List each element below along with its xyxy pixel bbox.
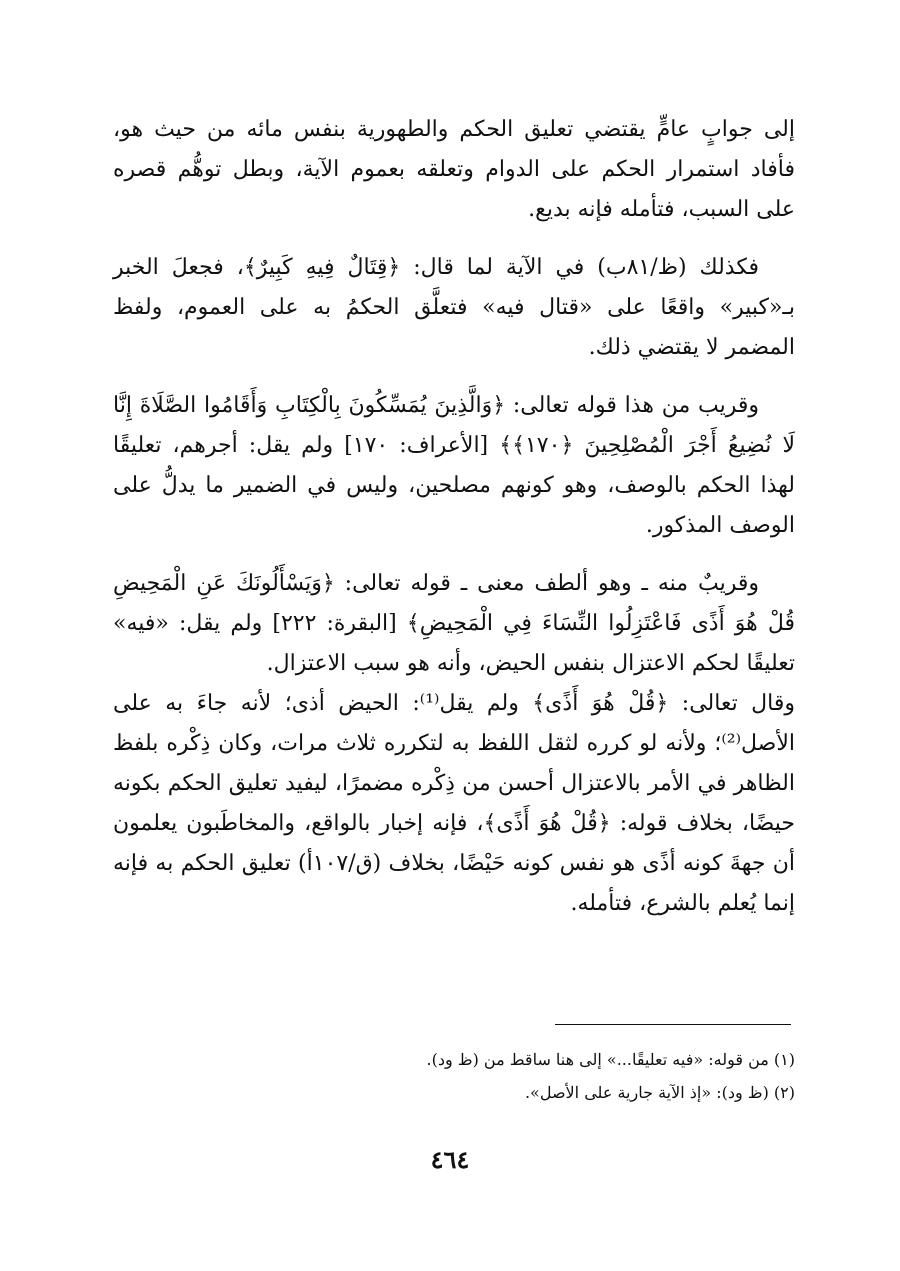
paragraph-4: وقريبٌ منه ـ وهو ألطف معنى ـ قوله تعالى: ﴿وَيَسْأَلُونَكَ عَنِ الْمَحِيضِ قُلْ هُوَ أَذًى فَاعْتَزِلُوا النِّسَاءَ فِي الْمَحِيضِ﴾ [البقرة: ٢٢٢] ولم يقل: «فيه» تعليقًا لحكم الاعتزال بنفس الحيض، وأنه هو سبب الاعتزال. <box>113 571 796 676</box>
paragraph-1: إلى جوابٍ عامٍّ يقتضي تعليق الحكم والطهورية بنفس مائه من حيث هو، فأفاد استمرار الحكم على الدوام وتعلقه بعموم الآية، وبطل توهُّم قصره على السبب، فتأمله فإنه بديع. <box>113 117 795 222</box>
footnote-2: (٢) (ظ ود): «إذ الآية جارية على الأصل». <box>524 1083 795 1102</box>
paragraph-3: وقريب من هذا قوله تعالى: ﴿وَالَّذِينَ يُمَسِّكُونَ بِالْكِتَابِ وَأَقَامُوا الصَّلَاةَ إِنَّا لَا نُضِيعُ أَجْرَ الْمُصْلِحِينَ ﴿١٧٠﴾﴾ [الأعراف: ١٧٠] ولم يقل: أجرهم، تعليقًا لهذا الحكم بالوصف، وهو كونهم مصلحين، وليس في الضمير ما يدلُّ على الوصف المذكور. <box>113 393 795 538</box>
paragraph-2: فكذلك (ظ/٨١ب) في الآية لما قال: ﴿قِتَالٌ فِيهِ كَبِيرٌ﴾، فجعلَ الخبر بـ«كبير» واقعًا على «قتال فيه» فتعلَّق الحكمُ به على العموم، ولفظ المضمر لا يقتضي ذلك. <box>113 255 795 360</box>
footnote-1: (١) من قوله: «فيه تعليقًا...» إلى هنا ساقط من (ظ ود). <box>426 1050 795 1069</box>
page-body <box>113 110 795 942</box>
paragraph-block <box>113 564 795 924</box>
page-number: ٤٦٤ <box>430 1145 470 1174</box>
paragraph-5: وقال تعالى: ﴿قُلْ هُوَ أَذًى﴾ ولم يقل⁽¹⁾: الحيض أذى؛ لأنه جاءَ به على الأصل⁽²⁾؛ ولأنه لو كرره لثقل اللفظ به لتكرره ثلاث مرات، وكان ذِكْره بلفظ الظاهر في الأمر بالاعتزال أحسن من ذِكْره مضمرًا، ليفيد تعليق الحكم بكونه حيضًا، بخلاف قوله: ﴿قُلْ هُوَ أَذًى﴾، فإنه إخبار بالواقع، والمخاطَبون يعلمون أن جهةَ كونه أذًى هو نفس كونه حَيْضًا، بخلاف (ق/١٠٧أ) تعليق الحكم به فإنه إنما يُعلم بالشرع، فتأمله. <box>113 691 796 916</box>
footnote-divider <box>555 1024 791 1025</box>
footnotes <box>113 1043 795 1109</box>
